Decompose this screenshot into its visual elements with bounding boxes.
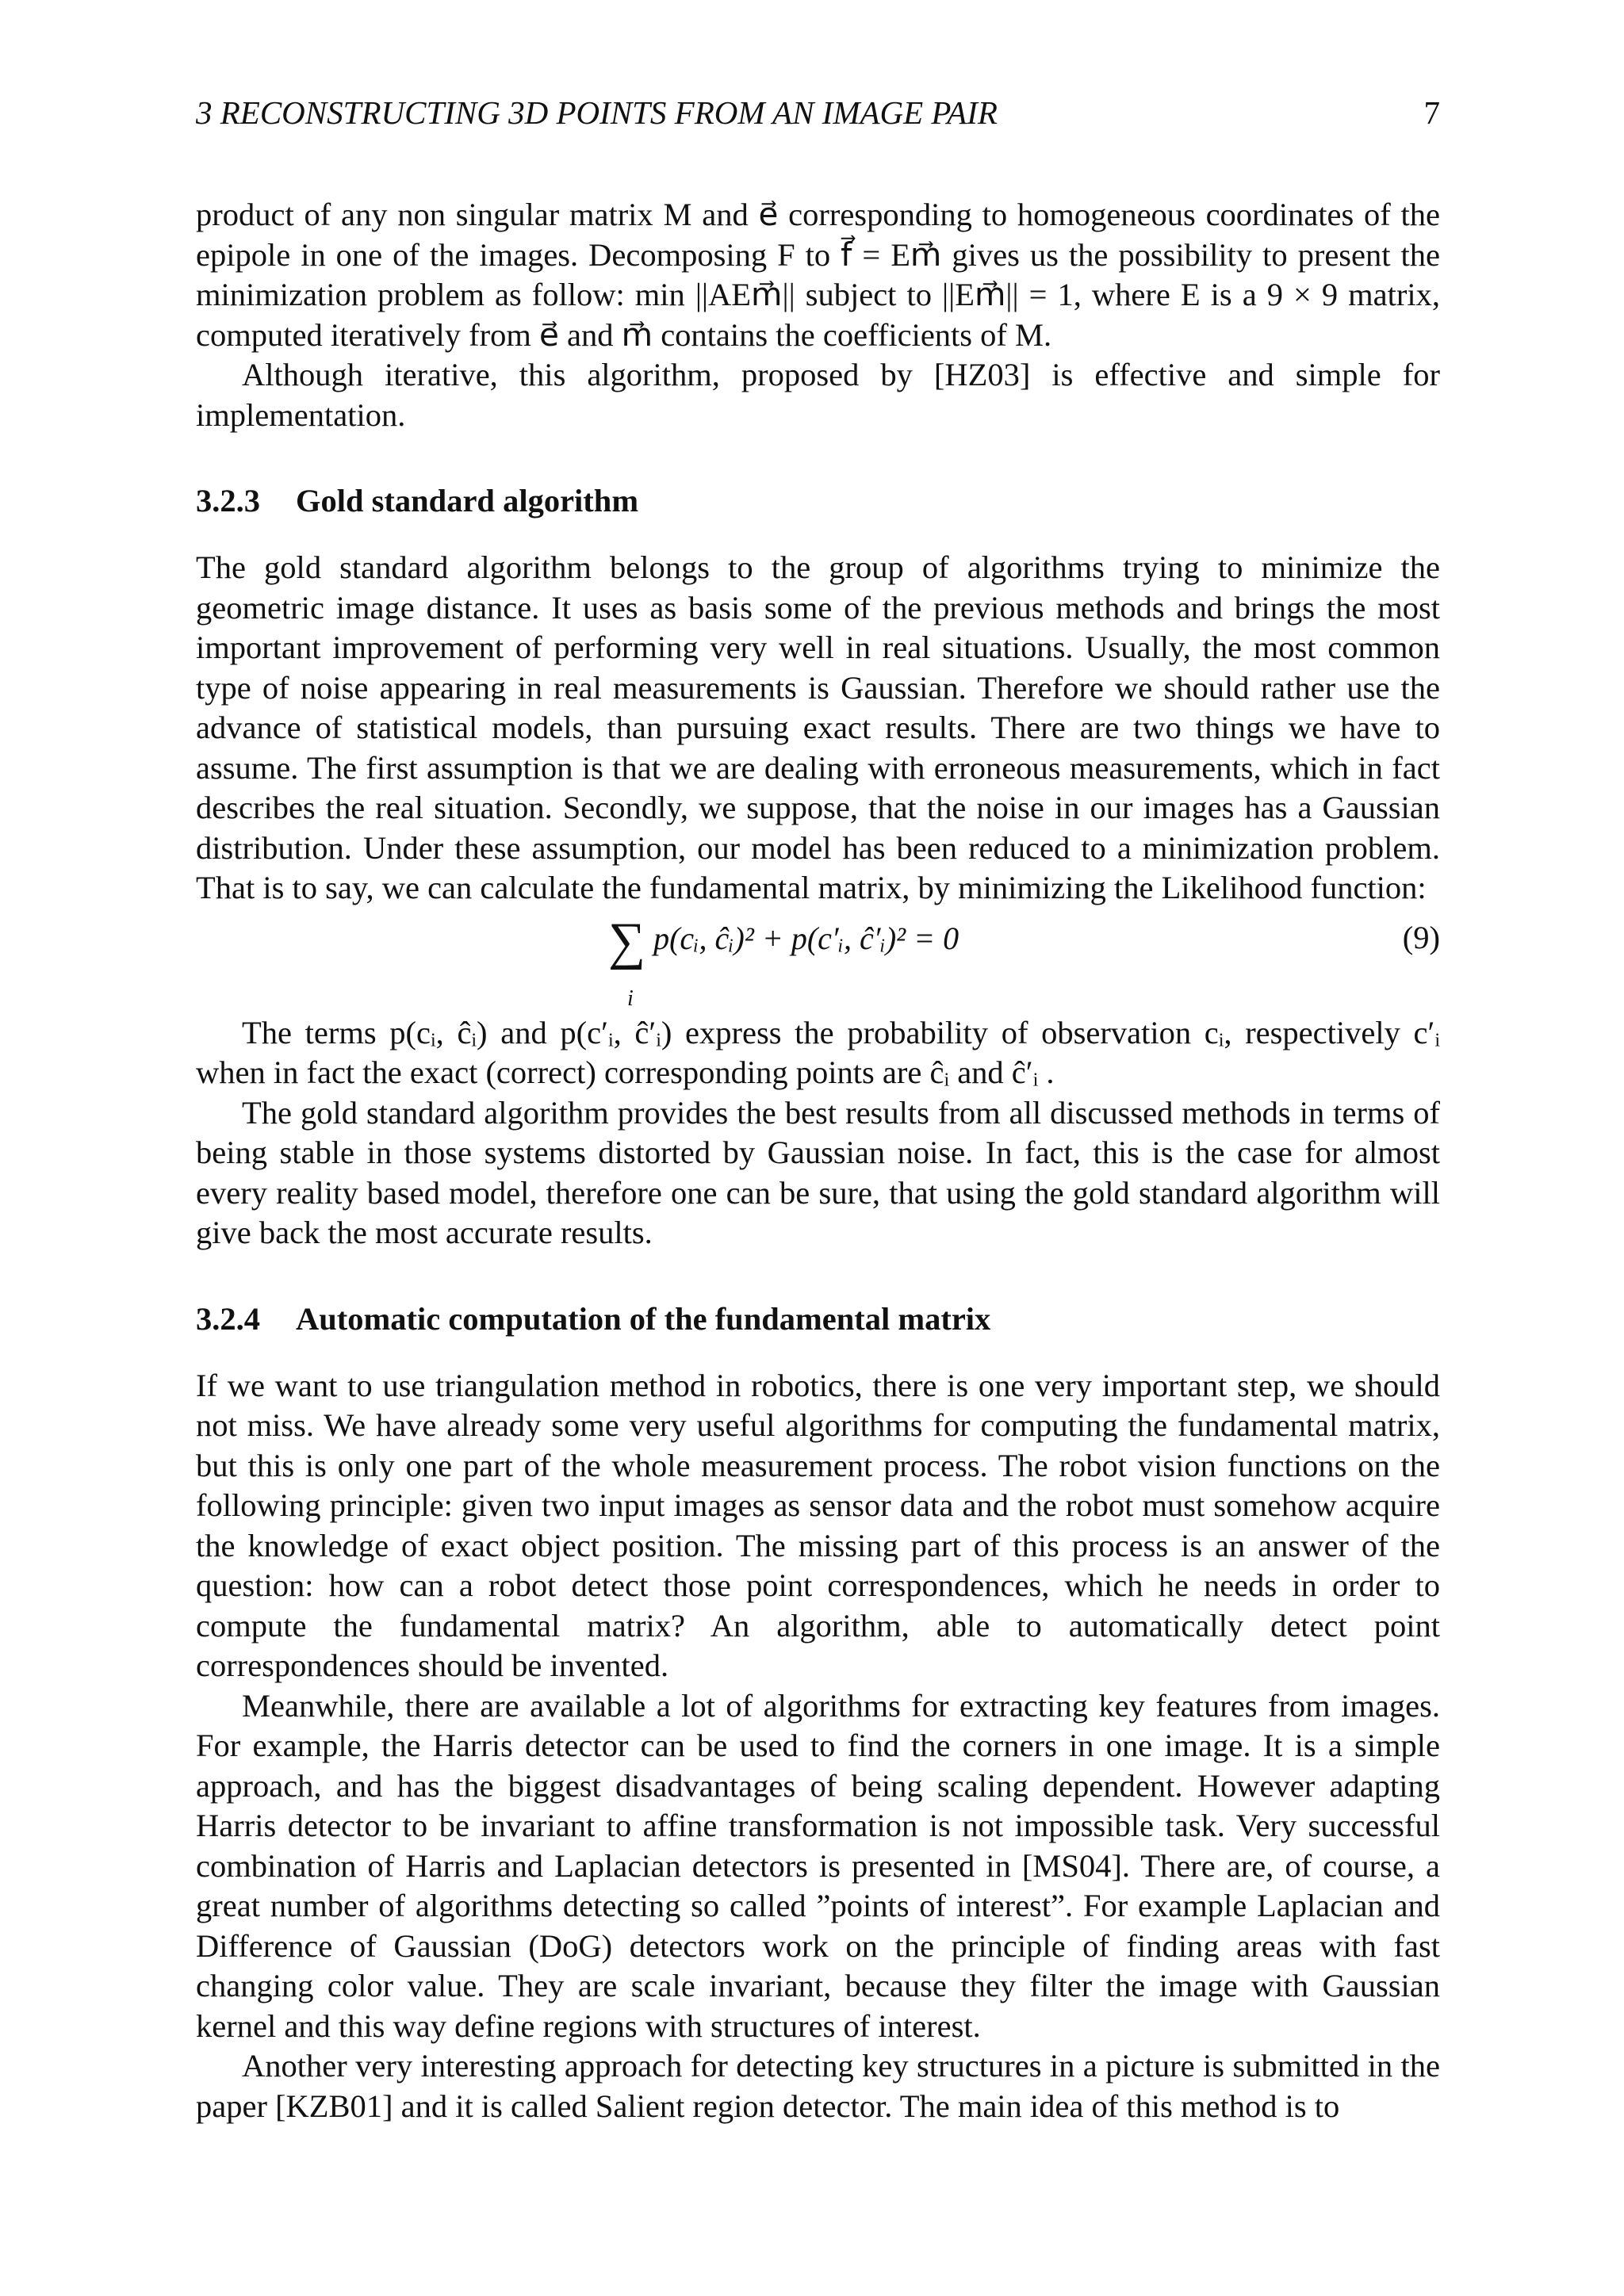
section-number: 3.2.3	[196, 483, 260, 519]
section-title: Automatic computation of the fundamental matrix	[296, 1300, 991, 1337]
paragraph-iterative: Although iterative, this algorithm, proposed by [HZ03] is effective and simple for implementation.	[196, 357, 1440, 433]
paragraph-gold-standard-results: The gold standard algorithm provides the best results from all discussed methods in terms of being stable in those systems distorted by Gaussian noise. In fact, this is the case for almost every reality based model, therefore one can be sure, that using the gold standard algorithm will give back the most accurate results.	[196, 1094, 1440, 1250]
paragraph-continuation: product of any non singular matrix M and e⃗ corresponding to homogeneous coordinates of the epipole in one of the images. Decomposing F to f⃗ = Em⃗ gives us the possibility to present the minimization problem as follow: min ||AEm⃗|| subject to ||Em⃗|| = 1, where E is a 9 × 9 matrix, computed iteratively from e⃗ and m⃗ contains the coefficients of M.	[196, 197, 1440, 353]
body-text	[196, 195, 1440, 2126]
equation-expression-group	[608, 912, 959, 1011]
section-heading-3-2-3	[196, 481, 1440, 521]
section-number: 3.2.4	[196, 1300, 260, 1337]
summation-index: i	[627, 985, 634, 1011]
paragraph-gold-standard-intro: The gold standard algorithm belongs to the group of algorithms trying to minimize the geometric image distance. It uses as basis some of the previous methods and brings the most important improvement of performing very well in real situations. Usually, the most common type of noise appearing in real measurements is Gaussian. Therefore we should rather use the advance of statistical models, than pursuing exact results. There are two things we have to assume. The first assumption is that we are dealing with erroneous measurements, which in fact describes the real situation. Secondly, we suppose, that the noise in our images has a Gaussian distribution. Under these assumption, our model has been reduced to a minimization problem. That is to say, we can calculate the fundamental matrix, by minimizing the Likelihood function:	[196, 549, 1440, 905]
running-head	[196, 94, 1440, 138]
paragraph-key-features: Meanwhile, there are available a lot of algorithms for extracting key features from images. For example, the Harris detector can be used to find the corners in one image. It is a simple approach, and has the biggest disadvantages of being scaling dependent. However adapting Harris detector to be invariant to affine transformation is not impossible task. Very successful combination of Harris and Laplacian detectors is presented in [MS04]. There are, of course, a great number of algorithms detecting so called ”points of interest”. For example Laplacian and Difference of Gaussian (DoG) detectors work on the principle of finding areas with fast changing color value. They are scale invariant, because they filter the image with Gaussian kernel and this way define regions with structures of interest.	[196, 1687, 1440, 2044]
summation-symbol: ∑ i	[608, 918, 645, 966]
running-head-title: 3 RECONSTRUCTING 3D POINTS FROM AN IMAGE PAIR	[196, 94, 998, 131]
paragraph-salient-region: Another very interesting approach for detecting key structures in a picture is submitted in the paper [KZB01] and it is called Salient region detector. The main idea of this method is to	[196, 2048, 1440, 2124]
paragraph-terms: The terms p(cᵢ, ĉᵢ) and p(c′ᵢ, ĉ′ᵢ) express the probability of observation cᵢ, respectively c′ᵢ when in fact the exact (correct) corresponding points are ĉᵢ and ĉ′ᵢ .	[196, 1014, 1440, 1090]
paragraph-triangulation: If we want to use triangulation method in robotics, there is one very important step, we should not miss. We have already some very useful algorithms for computing the fundamental matrix, but this is only one part of the whole measurement process. The robot vision functions on the following principle: given two input images as sensor data and the robot must somehow acquire the knowledge of exact object position. The missing part of this process is an answer of the question: how can a robot detect those point correspondences, which he needs in order to compute the fundamental matrix? An algorithm, able to automatically detect point correspondences should be invented.	[196, 1367, 1440, 1683]
section-heading-3-2-4	[196, 1299, 1440, 1339]
equation-number: (9)	[1402, 919, 1440, 955]
equation-9	[196, 912, 1440, 1011]
equation-expression: p(cᵢ, ĉᵢ)² + p(c′ᵢ, ĉ′ᵢ)² = 0	[653, 920, 959, 956]
section-title: Gold standard algorithm	[296, 483, 639, 519]
page-number: 7	[1423, 94, 1440, 131]
